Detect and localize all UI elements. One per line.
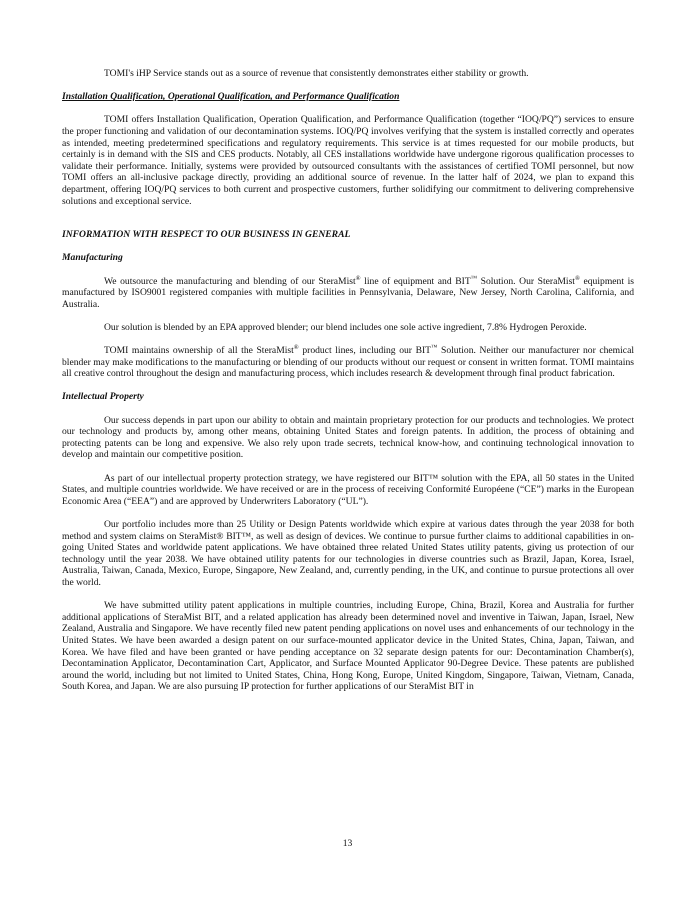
manufacturing-paragraph-1: [62, 276, 634, 311]
registered-mark: ®: [293, 343, 299, 351]
registered-mark: ®: [574, 274, 580, 282]
page-number: 13: [342, 838, 353, 849]
text-run: Solution. Our SteraMist: [477, 275, 575, 287]
text-run: Solution. Neither our manufacturer nor chemical blender may make modifications to the manufacturing or blending of our products without our request or consent in written format. TOMI maintains all creative control throughout the design and manufacturing process, which includes research & development through final product fabrication.: [62, 345, 634, 380]
iqpq-heading: Installation Qualification, Operational Qualification, and Performance Qualification: [62, 91, 400, 103]
manufacturing-paragraph-3: [62, 345, 634, 380]
intro-paragraph: TOMI's iHP Service stands out as a source of revenue that consistently demonstrates either stability or growth.: [104, 68, 529, 79]
ip-paragraph-4: We have submitted utility patent applications in multiple countries, including Europe, China, Brazil, Korea and Australia for further additional applications of SteraMist BIT, and a related application has already been determined novel and inventive in Taiwan, Japan, Israel, New Zealand, Australia and Singapore. We have recently filed new patent pending applications on novel uses and enhancements of our technology in the United States. We have been awarded a design patent on our surface-mounted applicator device in the United States, China, Japan, Taiwan, and Korea. We have filed and have been granted or have pending acceptance on 32 separate design patents for our: Decontamination Chamber(s), Decontamination Applicator, Decontamination Cart, Applicator, and Surface Mounted Applicator 90-Degree Device. These patents are published around the world, including but not limited to United States, China, Hong Kong, Europe, United Kingdom, Singapore, Taiwan, Vietnam, Canada, South Korea, and Japan. We are also pursuing IP protection for further applications of our SteraMist BIT in: [62, 600, 634, 693]
registered-mark: ®: [355, 274, 361, 282]
ip-paragraph-1: Our success depends in part upon our ability to obtain and maintain proprietary protection for our products and technologies. We protect our technology and products by, among other means, obtaining United States and foreign patents. In addition, the process of obtaining and protecting patents can be long and expensive. We also rely upon trade secrets, technical know-how, and continuing technological innovation to develop and maintain our competitive position.: [62, 414, 634, 461]
text-run: line of equipment and BIT: [360, 275, 471, 287]
text-run: We outsource the manufacturing and blending of our SteraMist: [104, 275, 356, 287]
manufacturing-heading: Manufacturing: [62, 252, 123, 264]
iqpq-paragraph: TOMI offers Installation Qualification, Operation Qualification, and Performance Qualification (together “IOQ/PQ”) services to ensure the proper functioning and validation of our decontamination systems. IOQ/PQ involves verifying that the system is installed correctly and operates as intended, meeting predetermined specifications and regulatory requirements. This service is at times requested for our mobile products, but certainly is in demand with the SIS and CES products. Notably, all CES installations worldwide have undergone rigorous qualification processes to validate their performance. Initially, systems were provided by outsourced consultants with the assistances of certified TOMI personnel, but now TOMI offers an all-inclusive package directly, providing an additional source of revenue. In the latter half of 2024, we plan to expand this department, offering IOQ/PQ services to both current and prospective customers, further solidifying our commitment to delivering comprehensive solutions and exceptional service.: [62, 114, 634, 207]
document-page: [62, 68, 634, 704]
manufacturing-paragraph-2: Our solution is blended by an EPA approved blender; our blend includes one sole active ingredient, 7.8% Hydrogen Peroxide.: [104, 321, 587, 333]
trademark-mark: ™: [470, 274, 478, 282]
text-run: product lines, including our BIT: [298, 345, 432, 357]
text-run: TOMI maintains ownership of all the SteraMist: [104, 345, 294, 357]
trademark-mark: ™: [431, 343, 438, 351]
text-run: equipment is manufactured by ISO9001 registered companies with multiple facilities in Pennsylvania, Delaware, New Jersey, North Carolina, California, and Australia.: [62, 275, 634, 310]
ip-paragraph-2: As part of our intellectual property protection strategy, we have registered our BIT™ solution with the EPA, all 50 states in the United States, and multiple countries worldwide. We have received or are in the process of receiving Conformité Européene (“CE”) marks in the European Economic Area (“EEA”) and are approved by Underwriters Laboratory (“UL”).: [62, 472, 634, 507]
ip-heading: Intellectual Property: [62, 391, 144, 403]
section-title: INFORMATION WITH RESPECT TO OUR BUSINESS IN GENERAL: [62, 229, 351, 241]
ip-paragraph-3: Our portfolio includes more than 25 Utility or Design Patents worldwide which expire at various dates through the year 2038 for both method and system claims on SteraMist® BIT™, as well as design of devices. We continue to pursue further claims to additional capabilities in on-going United States and worldwide patent applications. We have obtained three related United States utility patents, giving us protection of our technology until the year 2038. We have obtained utility patents for our technologies in diverse countries such as Brazil, Japan, Korea, Israel, Australia, Taiwan, Canada, Mexico, Europe, Singapore, New Zealand, and, currently pending, in the UK, and continue to pursue protections all over the world.: [62, 518, 634, 588]
